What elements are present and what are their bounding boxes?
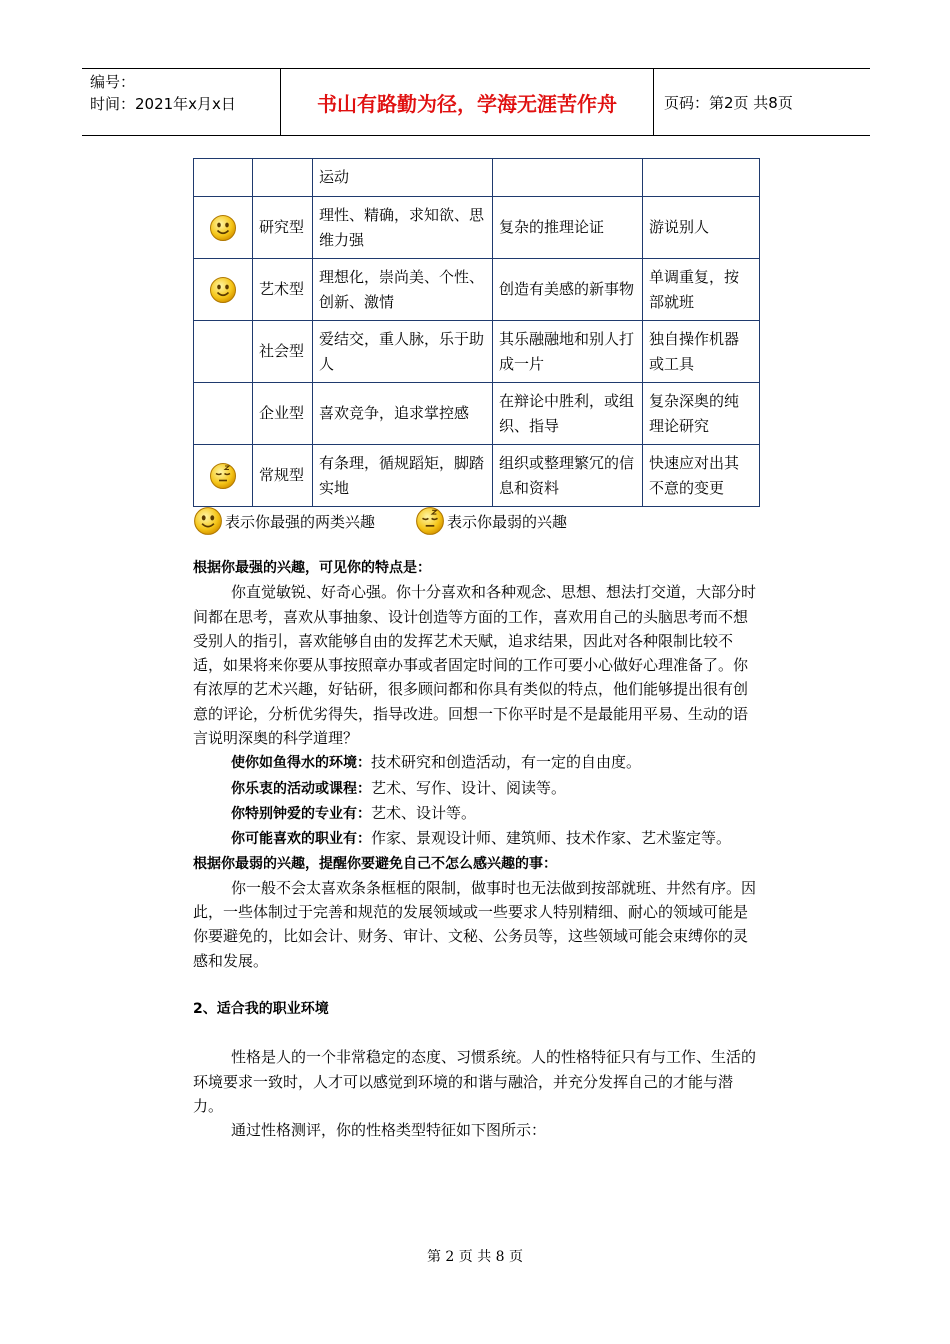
table-row — [194, 159, 760, 197]
trait-cell: 理想化，崇尚美、个性、创新、激情 — [313, 259, 493, 321]
motto: 书山有路勤为径，学海无涯苦作舟 — [280, 69, 654, 135]
like-cell: 复杂的推理论证 — [493, 197, 643, 259]
table-row — [194, 197, 760, 259]
icon-cell — [194, 159, 253, 197]
trait-cell: 有条理，循规蹈矩，脚踏实地 — [313, 445, 493, 507]
trait-cell: 运动 — [313, 159, 493, 197]
smile-icon — [209, 214, 237, 242]
icon-cell — [194, 321, 253, 383]
like-cell — [493, 159, 643, 197]
interest-table — [193, 158, 760, 507]
career-value: 作家、景观设计师、建筑师、技术作家、艺术鉴定等。 — [371, 829, 732, 848]
legend — [193, 506, 567, 536]
smile-icon — [193, 506, 223, 536]
trait-cell: 理性、精确，求知欲、思维力强 — [313, 197, 493, 259]
career-label: 你可能喜欢的职业有： — [231, 831, 371, 848]
dislike-cell: 游说别人 — [643, 197, 760, 259]
dislike-cell: 快速应对出其不意的变更 — [643, 445, 760, 507]
icon-cell — [194, 259, 253, 321]
type-cell: 研究型 — [253, 197, 313, 259]
page-label: 页码：第2页 共8页 — [664, 93, 793, 112]
table-row — [194, 259, 760, 321]
weak-heading: 根据你最弱的兴趣，提醒你要避免自己不怎么感兴趣的事： — [193, 855, 557, 872]
career-line — [193, 826, 759, 851]
document-body — [193, 556, 759, 1143]
activity-label: 你乐衷的活动或课程： — [231, 780, 371, 797]
env-line — [193, 750, 759, 775]
activity-line — [193, 776, 759, 801]
icon-cell — [194, 383, 253, 445]
section2-paragraph1: 性格是人的一个非常稳定的态度、习惯系统。人的性格特征只有与工作、生活的环境要求一致时，人才可以感觉到环境的和谐与融洽，并充分发挥自己的才能与潜力。 — [193, 1048, 757, 1115]
type-cell: 艺术型 — [253, 259, 313, 321]
like-cell: 其乐融融地和别人打成一片 — [493, 321, 643, 383]
section2-paragraph2: 通过性格测评，你的性格类型特征如下图所示： — [231, 1121, 547, 1140]
major-line — [193, 801, 759, 826]
dislike-cell: 复杂深奥的纯理论研究 — [643, 383, 760, 445]
legend-strong-text: 表示你最强的两类兴趣 — [225, 512, 376, 531]
strong-paragraph: 你直觉敏锐、好奇心强。你十分喜欢和各种观念、思想、想法打交道，大部分时间都在思考，喜欢从事抽象、设计创造等方面的工作，喜欢用自己的头脑思考而不想受别人的指引，喜欢能够自由的发挥艺术天赋，追求结果，因此对各种限制比较不适，如果将来你要从事按照章办事或者固定时间的工作可要小心做好心理准备了。你有浓厚的艺术兴趣，好钻研，很多顾问都和你具有类似的特点，他们能够提出很有创意的评论，分析优劣得失，指导改进。回想一下你平时是不是最能用平易、生动的语言说明深奥的科学道理？ — [193, 583, 757, 748]
like-cell: 在辩论中胜利，或组织、指导 — [493, 383, 643, 445]
dislike-cell — [643, 159, 760, 197]
activity-value: 艺术、写作、设计、阅读等。 — [371, 778, 567, 797]
page-footer: 第 2 页 共 8 页 — [426, 1249, 524, 1265]
header-meta — [82, 69, 280, 135]
table-row — [194, 445, 760, 507]
strong-heading: 根据你最强的兴趣，可见你的特点是： — [193, 560, 431, 576]
major-label: 你特别钟爱的专业有： — [231, 805, 371, 822]
table-row — [194, 383, 760, 445]
major-value: 艺术、设计等。 — [371, 803, 477, 822]
type-cell: 常规型 — [253, 445, 313, 507]
trait-cell: 喜欢竞争，追求掌控感 — [313, 383, 493, 445]
type-cell — [253, 159, 313, 197]
date-label: 时间：2021年x月x日 — [90, 95, 236, 113]
env-value: 技术研究和创造活动，有一定的自由度。 — [371, 753, 642, 772]
table-row — [194, 321, 760, 383]
like-cell: 组织或整理繁冗的信息和资料 — [493, 445, 643, 507]
number-label: 编号： — [90, 73, 136, 91]
smile-icon — [209, 276, 237, 304]
type-cell: 企业型 — [253, 383, 313, 445]
page-header — [82, 68, 870, 136]
sleepy-icon — [209, 462, 237, 490]
like-cell: 创造有美感的新事物 — [493, 259, 643, 321]
trait-cell: 爱结交，重人脉，乐于助人 — [313, 321, 493, 383]
legend-weak-text: 表示你最弱的兴趣 — [447, 512, 568, 531]
env-label: 使你如鱼得水的环境： — [231, 755, 371, 772]
sleepy-icon — [415, 506, 445, 536]
dislike-cell: 单调重复，按部就班 — [643, 259, 760, 321]
icon-cell — [194, 445, 253, 507]
weak-paragraph: 你一般不会太喜欢条条框框的限制，做事时也无法做到按部就班、井然有序。因此，一些体制过于完善和规范的发展领域或一些要求人特别精细、耐心的领域可能是你要避免的，比如会计、财务、审计、文秘、公务员等，这些领域可能会束缚你的灵感和发展。 — [193, 878, 757, 970]
type-cell: 社会型 — [253, 321, 313, 383]
icon-cell — [194, 197, 253, 259]
section2-title: 2、适合我的职业环境 — [193, 1001, 329, 1018]
dislike-cell: 独自操作机器或工具 — [643, 321, 760, 383]
